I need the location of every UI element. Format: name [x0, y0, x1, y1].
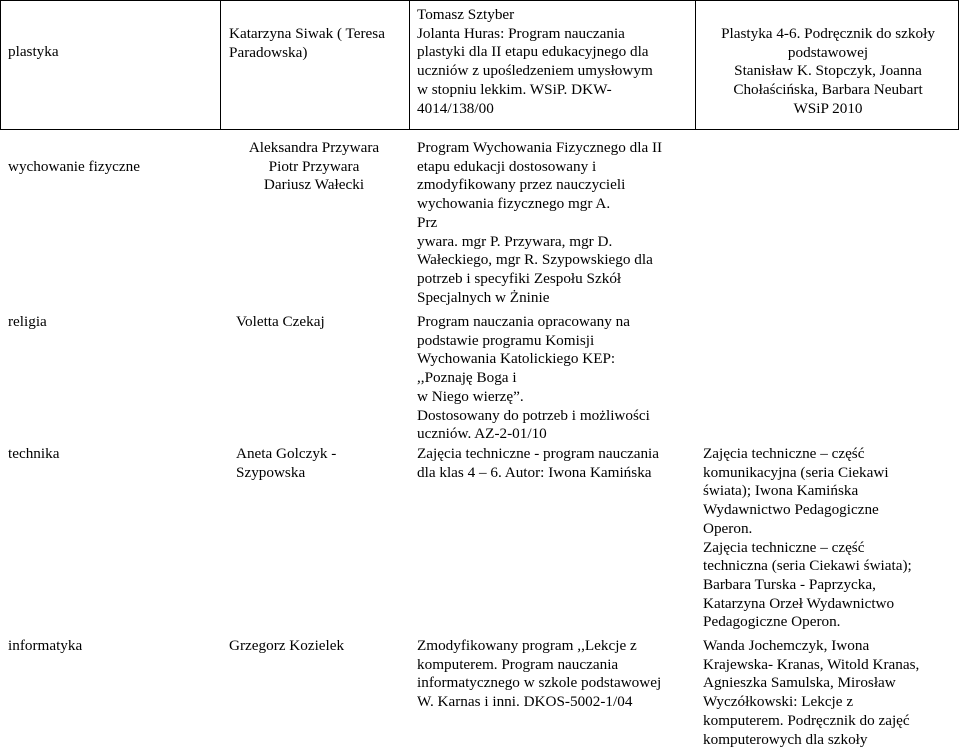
column-border: [0, 0, 1, 130]
row-border: [0, 129, 959, 130]
teacher-cell: Aneta Golczyk - Szypowska: [236, 445, 337, 481]
teacher-cell: Grzegorz Kozielek: [229, 637, 345, 654]
program-cell: Program Wychowania Fizycznego dla II etapu edukacji dostosowany i zmodyfikowany przez nauczycieli wychowania fizycznego mgr A. Prz ywara. mgr P. Przywara, mgr D. Wałeckiego, mgr R. Szypowskiego dla potrzeb i specyfiki Zespołu Szkół Specjalnych w Żninie: [417, 139, 663, 306]
column-border: [220, 0, 221, 130]
program-cell: Zajęcia techniczne - program nauczania dla klas 4 – 6. Autor: Iwona Kamińska: [417, 445, 660, 481]
textbook-cell: Plastyka 4-6. Podręcznik do szkoły podstawowej Stanisław K. Stopczyk, Joanna Chołaścińska, Barbara Neubart WSiP 2010: [721, 25, 935, 117]
textbook-cell: Zajęcia techniczne – część komunikacyjna (seria Ciekawi świata); Iwona Kamińska Wydawnictwo Pedagogiczne Operon. Zajęcia techniczne – część techniczna (seria Ciekawi świata); Barbara Turska - Paprzycka, Katarzyna Orzeł Wydawnictwo Pedagogiczne Operon.: [703, 445, 912, 631]
column-border: [409, 0, 410, 130]
teacher-cell: Aleksandra Przywara Piotr Przywara Dariusz Wałecki: [248, 139, 380, 194]
row-border: [0, 0, 959, 1]
subject-cell: informatyka: [8, 637, 83, 654]
program-cell: Program nauczania opracowany na podstawie programu Komisji Wychowania Katolickiego KEP: ,,Poznaję Boga i w Niego wierzę”. Dostosowany do potrzeb i możliwości uczniów. AZ-2-01/10: [417, 313, 650, 443]
program-cell: Zmodyfikowany program ,,Lekcje z komputerem. Program nauczania informatycznego w szkole podstawowej W. Karnas i inni. DKOS-5002-1/04: [417, 637, 662, 711]
teacher-cell: Voletta Czekaj: [236, 313, 325, 330]
subject-cell: wychowanie fizyczne: [8, 158, 140, 175]
program-cell: Tomasz Sztyber Jolanta Huras: Program nauczania plastyki dla II etapu edukacyjnego dla uczniów z upośledzeniem umysłowym w stopniu lekkim. WSiP. DKW- 4014/138/00: [417, 6, 653, 117]
subject-cell: plastyka: [8, 43, 59, 60]
subject-cell: technika: [8, 445, 60, 462]
textbook-cell: Wanda Jochemczyk, Iwona Krajewska- Kranas, Witold Kranas, Agnieszka Samulska, Mirosław Wyczółkowski: Lekcje z komputerem. Podręcznik do zajęć komputerowych dla szkoły: [703, 637, 920, 748]
column-border: [695, 0, 696, 130]
teacher-cell: Katarzyna Siwak ( Teresa Paradowska): [229, 25, 385, 61]
subject-cell: religia: [8, 313, 47, 330]
